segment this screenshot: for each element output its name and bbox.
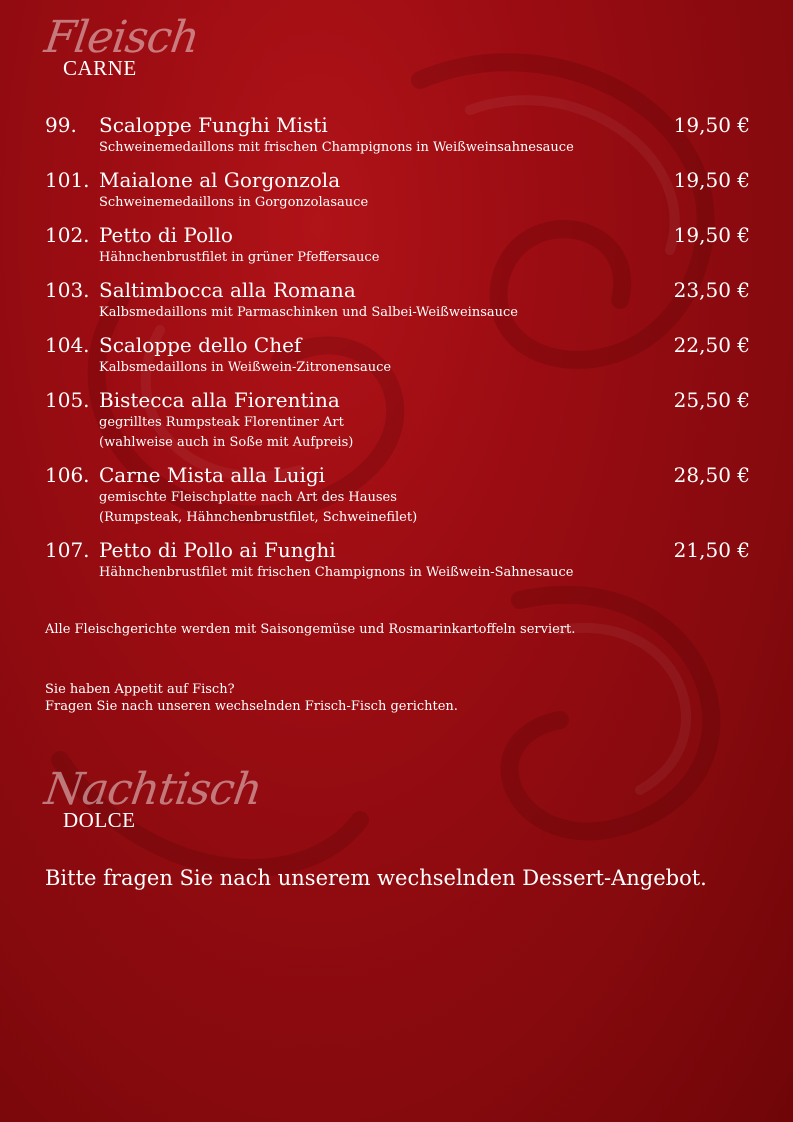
dish-description: Kalbsmedaillons mit Parmaschinken und Salbei-Weißweinsauce xyxy=(99,305,518,320)
sides-note: Alle Fleischgerichte werden mit Saisongemüse und Rosmarinkartoffeln serviert. xyxy=(45,622,576,637)
dish-body xyxy=(99,537,750,583)
dish-body xyxy=(99,222,750,268)
dish-description: gemischte Fleischplatte nach Art des Hauses xyxy=(99,490,397,505)
dish-body xyxy=(99,167,750,213)
fish-note-line2: Fragen Sie nach unseren wechselnden Frisch-Fisch gerichten. xyxy=(45,699,458,714)
dessert-section-label: DOLCE xyxy=(63,808,136,832)
dish-item xyxy=(45,167,750,213)
dish-number: 102. xyxy=(45,223,90,247)
meat-section-label: CARNE xyxy=(63,56,137,80)
dish-list xyxy=(45,112,750,592)
dish-price: 19,50 € xyxy=(673,168,750,192)
dish-number: 107. xyxy=(45,538,90,562)
dish-description: (wahlweise auch in Soße mit Aufpreis) xyxy=(99,435,354,450)
dish-price: 19,50 € xyxy=(673,113,750,137)
dish-body xyxy=(99,387,750,453)
dish-name: Petto di Pollo xyxy=(99,223,233,247)
dish-number: 105. xyxy=(45,388,90,412)
dish-price: 25,50 € xyxy=(673,388,750,412)
dish-number: 104. xyxy=(45,333,90,357)
dish-body xyxy=(99,112,750,158)
dish-item xyxy=(45,462,750,528)
dish-name: Carne Mista alla Luigi xyxy=(99,463,326,487)
dish-number: 101. xyxy=(45,168,90,192)
dish-price: 19,50 € xyxy=(673,223,750,247)
dish-item xyxy=(45,537,750,583)
dish-item xyxy=(45,277,750,323)
dish-description: Kalbsmedaillons in Weißwein-Zitronensauce xyxy=(99,360,392,375)
dish-item xyxy=(45,332,750,378)
dish-name: Petto di Pollo ai Funghi xyxy=(99,538,336,562)
fish-note xyxy=(45,681,458,715)
dish-price: 23,50 € xyxy=(673,278,750,302)
dish-description: Schweinemedaillons in Gorgonzolasauce xyxy=(99,195,369,210)
dish-description: Hähnchenbrustfilet mit frischen Champignons in Weißwein-Sahnesauce xyxy=(99,565,574,580)
dish-number: 106. xyxy=(45,463,90,487)
dish-description: (Rumpsteak, Hähnchenbrustfilet, Schweinefilet) xyxy=(99,510,418,525)
dish-price: 28,50 € xyxy=(673,463,750,487)
dish-body xyxy=(99,332,750,378)
dish-price: 22,50 € xyxy=(673,333,750,357)
dish-item xyxy=(45,222,750,268)
fish-note-line1: Sie haben Appetit auf Fisch? xyxy=(45,682,235,697)
dish-name: Saltimbocca alla Romana xyxy=(99,278,356,302)
meat-script-title: Fleisch xyxy=(41,12,202,63)
dish-number: 99. xyxy=(45,113,77,137)
dessert-script-title: Nachtisch xyxy=(41,764,265,815)
dessert-note: Bitte fragen Sie nach unserem wechselnden Dessert-Angebot. xyxy=(45,866,707,890)
dish-item xyxy=(45,387,750,453)
dish-name: Maialone al Gorgonzola xyxy=(99,168,341,192)
dish-description: gegrilltes Rumpsteak Florentiner Art xyxy=(99,415,344,430)
dish-name: Scaloppe dello Chef xyxy=(99,333,302,357)
dish-price: 21,50 € xyxy=(673,538,750,562)
dish-description: Hähnchenbrustfilet in grüner Pfeffersauce xyxy=(99,250,380,265)
dish-name: Bistecca alla Fiorentina xyxy=(99,388,340,412)
dish-item xyxy=(45,112,750,158)
dish-body xyxy=(99,462,750,528)
dish-description: Schweinemedaillons mit frischen Champignons in Weißweinsahnesauce xyxy=(99,140,574,155)
dish-name: Scaloppe Funghi Misti xyxy=(99,113,328,137)
dish-body xyxy=(99,277,750,323)
dish-number: 103. xyxy=(45,278,90,302)
